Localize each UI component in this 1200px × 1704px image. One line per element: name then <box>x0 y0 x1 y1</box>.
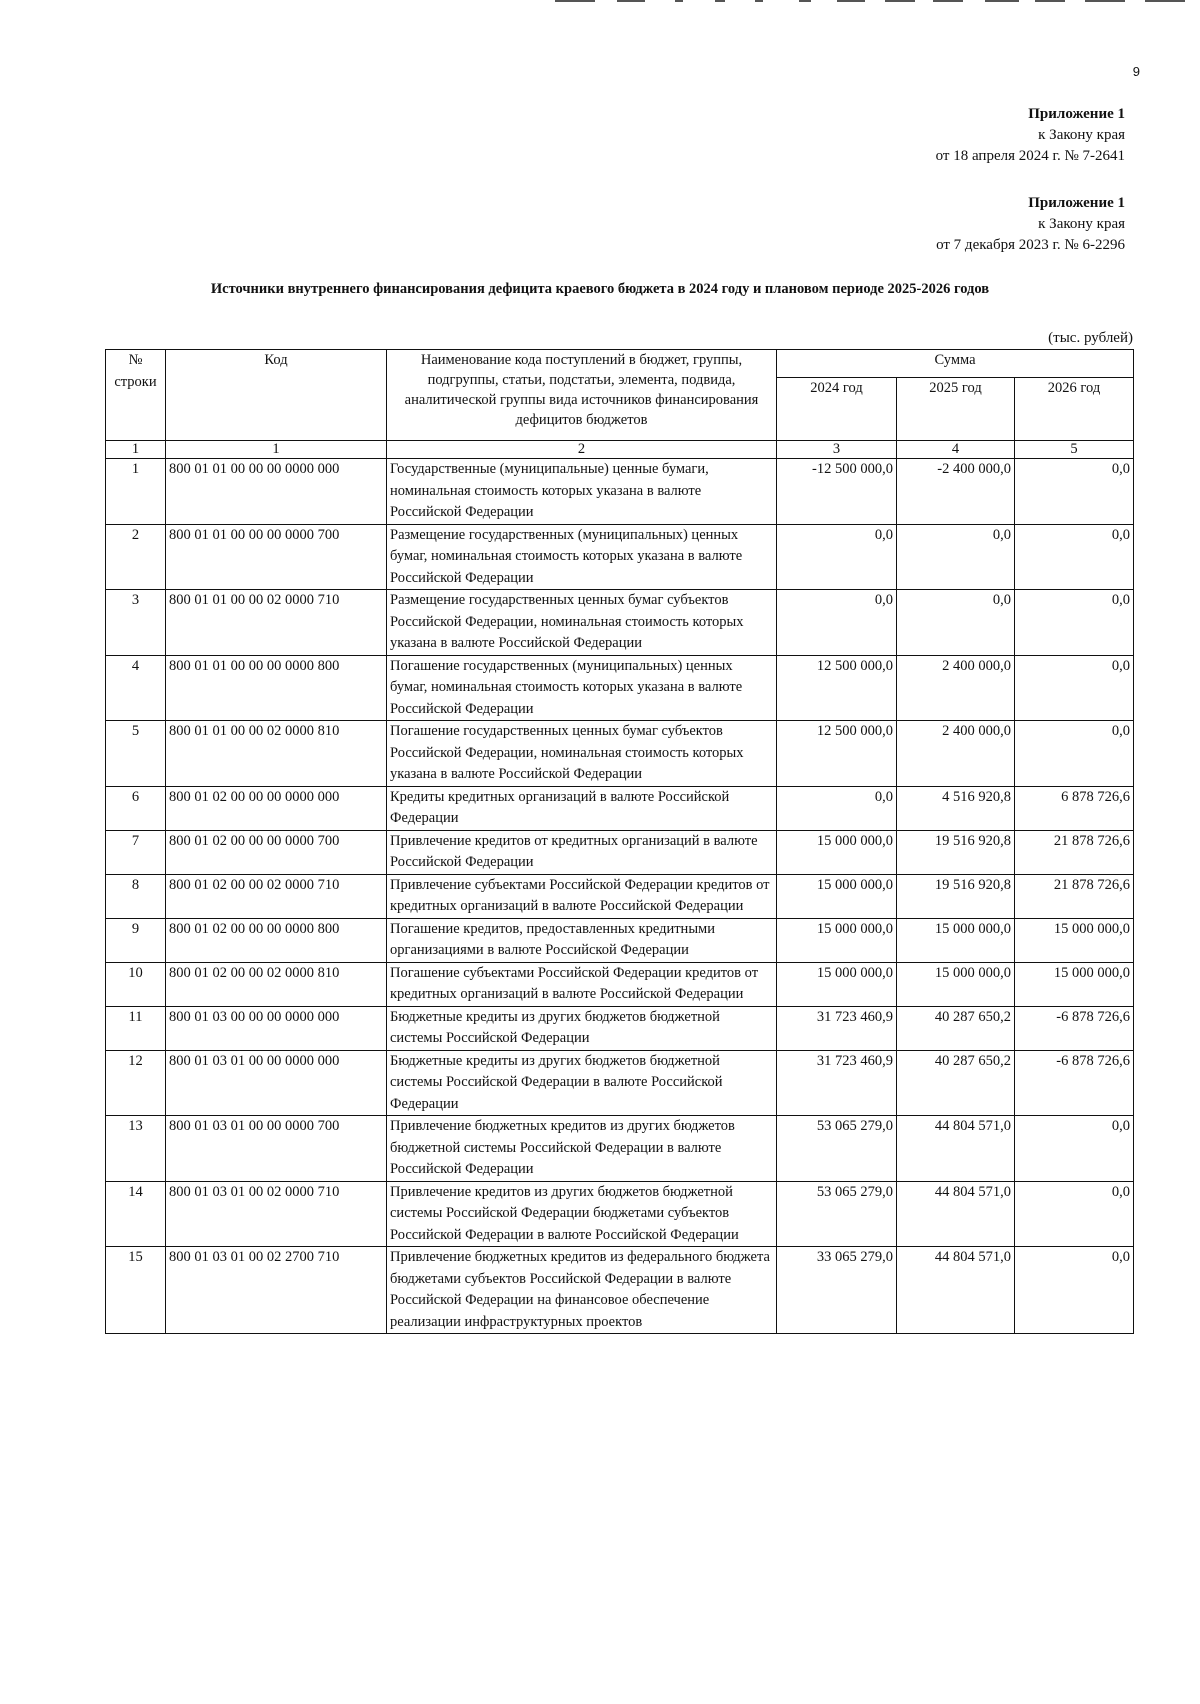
code-cell: 800 01 01 00 00 00 0000 000 <box>166 459 387 525</box>
row-number-cell: 12 <box>106 1050 166 1116</box>
value-2024-cell: 0,0 <box>777 524 897 590</box>
table-row <box>106 459 1134 525</box>
value-2025-cell: 44 804 571,0 <box>897 1116 1015 1182</box>
header-year-2025: 2025 год <box>897 378 1015 441</box>
value-2026-cell: 6 878 726,6 <box>1015 786 1134 830</box>
value-2025-cell: 4 516 920,8 <box>897 786 1015 830</box>
code-cell: 800 01 03 01 00 00 0000 000 <box>166 1050 387 1116</box>
value-2024-cell: 0,0 <box>777 590 897 656</box>
value-2026-cell: 0,0 <box>1015 459 1134 525</box>
row-number-cell: 6 <box>106 786 166 830</box>
appendix-law-ref: к Закону края <box>1038 127 1125 143</box>
value-2025-cell: 0,0 <box>897 590 1015 656</box>
code-cell: 800 01 03 01 00 02 2700 710 <box>166 1247 387 1334</box>
row-number-cell: 4 <box>106 655 166 721</box>
value-2025-cell: 19 516 920,8 <box>897 830 1015 874</box>
value-2024-cell: 53 065 279,0 <box>777 1181 897 1247</box>
code-cell: 800 01 02 00 00 00 0000 800 <box>166 918 387 962</box>
code-cell: 800 01 01 00 00 00 0000 800 <box>166 655 387 721</box>
row-number-cell: 8 <box>106 874 166 918</box>
appendix-title: Приложение 1 <box>1028 106 1125 122</box>
scan-edge-marks <box>555 0 1195 4</box>
page-number: 9 <box>1132 64 1140 79</box>
financing-sources-table <box>105 349 1134 1334</box>
units-note: (тыс. рублей) <box>1048 330 1133 346</box>
column-number: 1 <box>106 441 166 459</box>
appendix-law-date: от 18 апреля 2024 г. № 7-2641 <box>935 148 1125 164</box>
table-row <box>106 918 1134 962</box>
value-2025-cell: 44 804 571,0 <box>897 1181 1015 1247</box>
value-2025-cell: 15 000 000,0 <box>897 918 1015 962</box>
row-number-cell: 2 <box>106 524 166 590</box>
name-cell: Привлечение кредитов от кредитных организаций в валюте Российской Федерации <box>387 830 777 874</box>
value-2024-cell: 31 723 460,9 <box>777 1050 897 1116</box>
value-2024-cell: -12 500 000,0 <box>777 459 897 525</box>
appendix-block-current <box>936 104 1125 167</box>
value-2025-cell: 44 804 571,0 <box>897 1247 1015 1334</box>
code-cell: 800 01 03 01 00 02 0000 710 <box>166 1181 387 1247</box>
table-row <box>106 874 1134 918</box>
name-cell: Погашение государственных ценных бумаг субъектов Российской Федерации, номинальная стоимость которых указана в валюте Российской Федерации <box>387 721 777 787</box>
value-2024-cell: 12 500 000,0 <box>777 655 897 721</box>
value-2026-cell: 0,0 <box>1015 1116 1134 1182</box>
document-title: Источники внутреннего финансирования дефицита краевого бюджета в 2024 году и плановом периоде 2025-2026 годов <box>210 281 990 297</box>
value-2024-cell: 15 000 000,0 <box>777 962 897 1006</box>
code-cell: 800 01 02 00 00 00 0000 700 <box>166 830 387 874</box>
name-cell: Привлечение субъектами Российской Федерации кредитов от кредитных организаций в валюте Российской Федерации <box>387 874 777 918</box>
table-row <box>106 655 1134 721</box>
value-2026-cell: 0,0 <box>1015 655 1134 721</box>
name-cell: Размещение государственных (муниципальных) ценных бумаг, номинальная стоимость которых указана в валюте Российской Федерации <box>387 524 777 590</box>
column-number: 1 <box>166 441 387 459</box>
header-year-2024: 2024 год <box>777 378 897 441</box>
table-row <box>106 1116 1134 1182</box>
code-cell: 800 01 03 00 00 00 0000 000 <box>166 1006 387 1050</box>
value-2025-cell: 0,0 <box>897 524 1015 590</box>
table-row <box>106 721 1134 787</box>
name-cell: Размещение государственных ценных бумаг субъектов Российской Федерации, номинальная стоимость которых указана в валюте Российской Федерации <box>387 590 777 656</box>
row-number-cell: 7 <box>106 830 166 874</box>
value-2024-cell: 53 065 279,0 <box>777 1116 897 1182</box>
name-cell: Бюджетные кредиты из других бюджетов бюджетной системы Российской Федерации в валюте Российской Федерации <box>387 1050 777 1116</box>
row-number-cell: 1 <box>106 459 166 525</box>
row-number-cell: 15 <box>106 1247 166 1334</box>
value-2024-cell: 15 000 000,0 <box>777 874 897 918</box>
value-2024-cell: 15 000 000,0 <box>777 918 897 962</box>
table-row <box>106 830 1134 874</box>
row-number-cell: 10 <box>106 962 166 1006</box>
name-cell: Привлечение кредитов из других бюджетов бюджетной системы Российской Федерации бюджетами субъектов Российской Федерации в валюте Российской Федерации <box>387 1181 777 1247</box>
value-2026-cell: 21 878 726,6 <box>1015 874 1134 918</box>
value-2025-cell: 2 400 000,0 <box>897 721 1015 787</box>
table-row <box>106 962 1134 1006</box>
row-number-cell: 14 <box>106 1181 166 1247</box>
value-2026-cell: -6 878 726,6 <box>1015 1050 1134 1116</box>
row-number-cell: 3 <box>106 590 166 656</box>
name-cell: Кредиты кредитных организаций в валюте Российской Федерации <box>387 786 777 830</box>
value-2026-cell: 0,0 <box>1015 1181 1134 1247</box>
value-2025-cell: 15 000 000,0 <box>897 962 1015 1006</box>
row-number-cell: 9 <box>106 918 166 962</box>
header-sum: Сумма <box>777 350 1134 378</box>
header-name: Наименование кода поступлений в бюджет, группы, подгруппы, статьи, подстатьи, элемента, подвида, аналитической группы вида источников финансирования дефицитов бюджетов <box>387 350 777 441</box>
table-row <box>106 590 1134 656</box>
name-cell: Привлечение бюджетных кредитов из других бюджетов бюджетной системы Российской Федерации в валюте Российской Федерации <box>387 1116 777 1182</box>
value-2026-cell: 21 878 726,6 <box>1015 830 1134 874</box>
table-row <box>106 1050 1134 1116</box>
value-2025-cell: 40 287 650,2 <box>897 1006 1015 1050</box>
name-cell: Погашение кредитов, предоставленных кредитными организациями в валюте Российской Федерации <box>387 918 777 962</box>
value-2026-cell: -6 878 726,6 <box>1015 1006 1134 1050</box>
code-cell: 800 01 03 01 00 00 0000 700 <box>166 1116 387 1182</box>
code-cell: 800 01 02 00 00 02 0000 810 <box>166 962 387 1006</box>
table-row <box>106 524 1134 590</box>
value-2026-cell: 0,0 <box>1015 1247 1134 1334</box>
value-2025-cell: -2 400 000,0 <box>897 459 1015 525</box>
value-2026-cell: 15 000 000,0 <box>1015 962 1134 1006</box>
value-2024-cell: 15 000 000,0 <box>777 830 897 874</box>
table-row <box>106 1006 1134 1050</box>
name-cell: Государственные (муниципальные) ценные бумаги, номинальная стоимость которых указана в валюте Российской Федерации <box>387 459 777 525</box>
value-2026-cell: 15 000 000,0 <box>1015 918 1134 962</box>
column-number: 2 <box>387 441 777 459</box>
value-2025-cell: 40 287 650,2 <box>897 1050 1015 1116</box>
row-number-cell: 11 <box>106 1006 166 1050</box>
name-cell: Погашение государственных (муниципальных) ценных бумаг, номинальная стоимость которых указана в валюте Российской Федерации <box>387 655 777 721</box>
value-2024-cell: 33 065 279,0 <box>777 1247 897 1334</box>
value-2026-cell: 0,0 <box>1015 524 1134 590</box>
column-number: 5 <box>1015 441 1134 459</box>
appendix-title: Приложение 1 <box>1028 195 1125 211</box>
table-body <box>106 459 1134 1334</box>
code-cell: 800 01 01 00 00 00 0000 700 <box>166 524 387 590</box>
row-number-cell: 13 <box>106 1116 166 1182</box>
table-row <box>106 1247 1134 1334</box>
value-2026-cell: 0,0 <box>1015 590 1134 656</box>
value-2025-cell: 2 400 000,0 <box>897 655 1015 721</box>
name-cell: Привлечение бюджетных кредитов из федерального бюджета бюджетами субъектов Российской Федерации в валюте Российской Федерации на финансовое обеспечение реализации инфраструктурных проектов <box>387 1247 777 1334</box>
code-cell: 800 01 01 00 00 02 0000 710 <box>166 590 387 656</box>
appendix-block-original <box>936 193 1125 256</box>
value-2024-cell: 0,0 <box>777 786 897 830</box>
value-2025-cell: 19 516 920,8 <box>897 874 1015 918</box>
name-cell: Бюджетные кредиты из других бюджетов бюджетной системы Российской Федерации <box>387 1006 777 1050</box>
value-2024-cell: 12 500 000,0 <box>777 721 897 787</box>
table-row <box>106 1181 1134 1247</box>
value-2024-cell: 31 723 460,9 <box>777 1006 897 1050</box>
header-year-2026: 2026 год <box>1015 378 1134 441</box>
name-cell: Погашение субъектами Российской Федерации кредитов от кредитных организаций в валюте Российской Федерации <box>387 962 777 1006</box>
column-number: 4 <box>897 441 1015 459</box>
code-cell: 800 01 02 00 00 00 0000 000 <box>166 786 387 830</box>
appendix-law-date: от 7 декабря 2023 г. № 6-2296 <box>936 237 1125 253</box>
value-2026-cell: 0,0 <box>1015 721 1134 787</box>
header-row-number: № строки <box>106 350 166 441</box>
column-number-row <box>106 441 1134 459</box>
row-number-cell: 5 <box>106 721 166 787</box>
table-row <box>106 786 1134 830</box>
appendix-law-ref: к Закону края <box>1038 216 1125 232</box>
code-cell: 800 01 01 00 00 02 0000 810 <box>166 721 387 787</box>
code-cell: 800 01 02 00 00 02 0000 710 <box>166 874 387 918</box>
header-code: Код <box>166 350 387 441</box>
column-number: 3 <box>777 441 897 459</box>
